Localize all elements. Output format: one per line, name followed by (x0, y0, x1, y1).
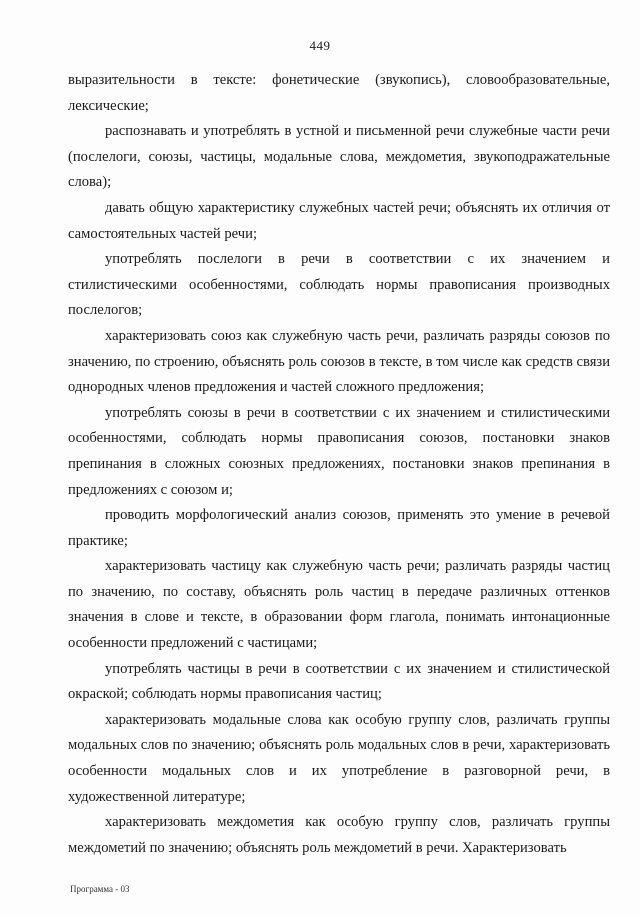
footer-label: Программа - 03 (70, 884, 130, 894)
paragraph: проводить морфологический анализ союзов, применять это умение в речевой практике; (68, 507, 610, 549)
paragraph: употреблять союзы в речи в соответствии с их значением и стилистическими особенностями, соблюдать нормы правописания союзов, постановки знаков препинания в сложных союзных предложениях, постановки знаков препинания в предложениях с союзом и; (68, 404, 610, 498)
paragraph: распознавать и употреблять в устной и письменной речи служебные части речи (послелоги, союзы, частицы, модальные слова, междометия, звукоподражательные слова); (68, 123, 610, 191)
paragraph: характеризовать союз как служебную часть речи, различать разряды союзов по значению, по строению, объяснять роль союзов в тексте, в том числе как средств связи однородных членов предложения и частей сложного предложения; (68, 327, 610, 396)
paragraph: характеризовать частицу как служебную часть речи; различать разряды частиц по значению, по составу, объяснять роль частиц в передаче различных оттенков значения в слове и тексте, в образовании форм глагола, понимать интонационные особенности предложений с частицами; (68, 558, 610, 652)
paragraph: давать общую характеристику служебных частей речи; объяснять их отличия от самостоятельных частей речи; (68, 199, 610, 242)
paragraph: характеризовать модальные слова как особую группу слов, различать группы модальных слов по значению; объяснять роль модальных слов в речи, характеризовать особенности модальных слов и их употребление в разговорной речи, в художественной литературе; (68, 711, 610, 805)
page-number: 449 (309, 38, 331, 53)
paragraph: употреблять частицы в речи в соответствии с их значением и стилистической окраской; соблюдать нормы правописания частиц; (68, 660, 610, 703)
paragraph: употреблять послелоги в речи в соответствии с их значением и стилистическими особенностями, соблюдать нормы правописания производных послелогов; (68, 251, 610, 319)
paragraph: выразительности в тексте: фонетические (звукопись), словообразовательные, лексические; (68, 72, 610, 114)
body-text (68, 68, 610, 861)
paragraph: характеризовать междометия как особую группу слов, различать группы междометий по значению; объяснять роль междометий в речи. Характеризовать (68, 814, 610, 856)
